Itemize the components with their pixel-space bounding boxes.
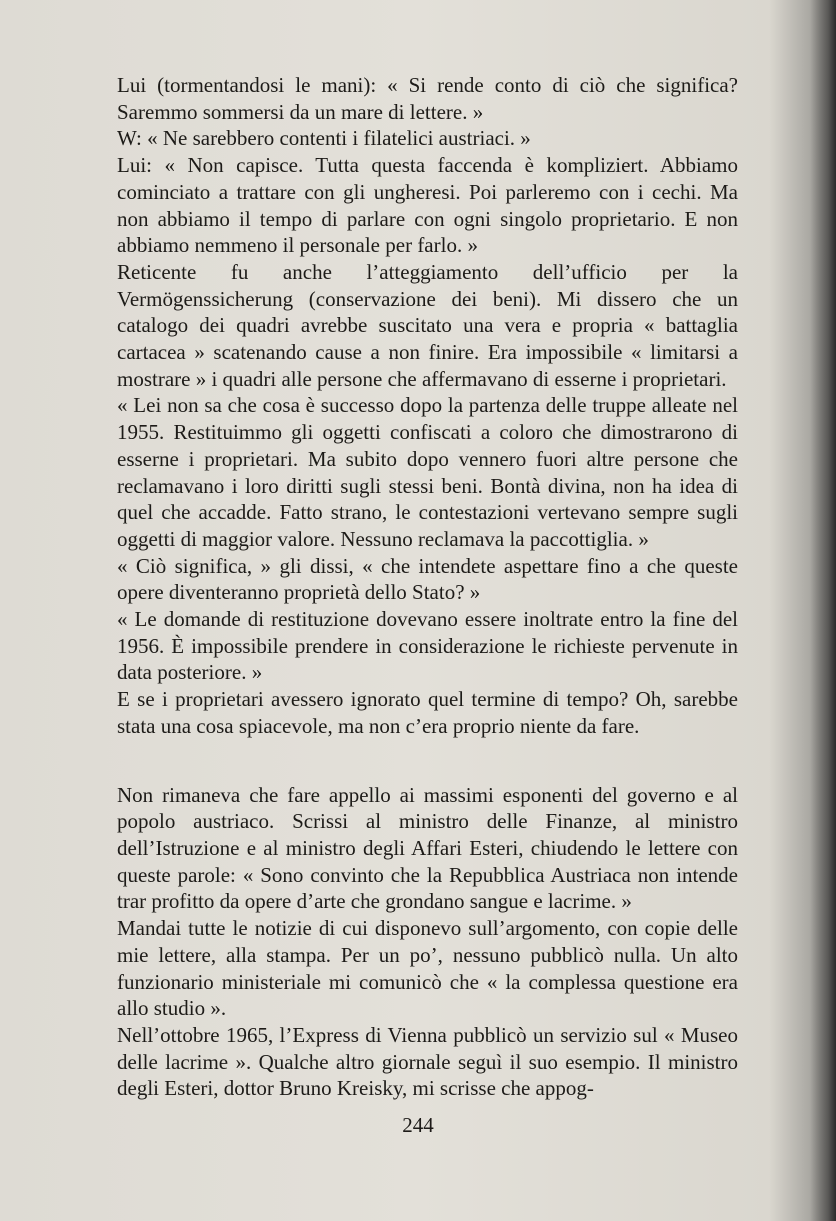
paragraph: Lui (tormentandosi le mani): « Si rende conto di ciò che significa? Saremmo sommersi da un mare di lettere. » [117,73,738,124]
paragraph: Mandai tutte le notizie di cui disponevo sull’argomento, con copie delle mie lettere, alla stampa. Per un po’, nessuno pubblicò nulla. Un alto funzionario ministeriale mi comunicò che « la complessa questione era allo studio ». [117,916,738,1021]
paragraph: « Ciò significa, » gli dissi, « che intendete aspettare fino a che queste opere diventeranno proprietà dello Stato? » [117,553,738,605]
paragraph: Nell’ottobre 1965, l’Express di Vienna pubblicò un servizio sul « Museo delle lacrime ». Qualche altro giornale seguì il suo esempio. Il ministro degli Esteri, dottor Bruno Kreisky, mi scrisse che appog- [117,1022,738,1101]
paragraph: W: « Ne sarebbero contenti i filatelici austriaci. » [117,126,531,151]
paragraph: Reticente fu anche l’atteggiamento dell’ufficio per la Vermögenssicherung (conservazione dei beni). Mi dissero che un catalogo dei quadri avrebbe suscitato una vera e propria « battaglia cartacea » scatenando cause a non finire. Era impossibile « limitarsi a mostrare » i quadri alle persone che affermavano di esserne i proprietari. [117,259,738,391]
paragraph: « Lei non sa che cosa è successo dopo la partenza delle truppe alleate nel 1955. Restituimmo gli oggetti confiscati a coloro che dimostrarono di esserne i proprietari. Ma subito dopo vennero fuori altre persone che reclamavano i loro diritti sugli stessi beni. Bontà divina, non ha idea di quel che accadde. Fatto strano, le contestazioni vertevano sempre sugli oggetti di maggior valore. Nessuno reclamava la paccottiglia. » [117,393,738,551]
paragraph: Lui: « Non capisce. Tutta questa faccenda è kompliziert. Abbiamo cominciato a trattare con gli ungheresi. Poi parleremo con i cechi. Ma non abbiamo il tempo di parlare con ogni singolo proprietario. E non abbiamo nemmeno il personale per farlo. » [117,153,738,258]
page-number: 244 [402,1113,434,1137]
paragraph: E se i proprietari avessero ignorato quel termine di tempo? Oh, sarebbe stata una cosa spiacevole, ma non c’era proprio niente da fare. [117,687,738,738]
page-edge-shadow [810,0,836,1221]
paragraph: Non rimaneva che fare appello ai massimi esponenti del governo e al popolo austriaco. Scrissi al ministro delle Finanze, al ministro dell’Istruzione e al ministro degli Affari Esteri, chiudendo le lettere con queste parole: « Sono convinto che la Repubblica Austriaca non intende trar profitto da opere d’arte che grondano sangue e lacrime. » [117,782,738,914]
section-break [117,740,738,782]
body-text [117,72,738,1102]
paragraph: « Le domande di restituzione dovevano essere inoltrate entro la fine del 1956. È impossibile prendere in considerazione le richieste pervenute in data posteriore. » [117,607,738,685]
